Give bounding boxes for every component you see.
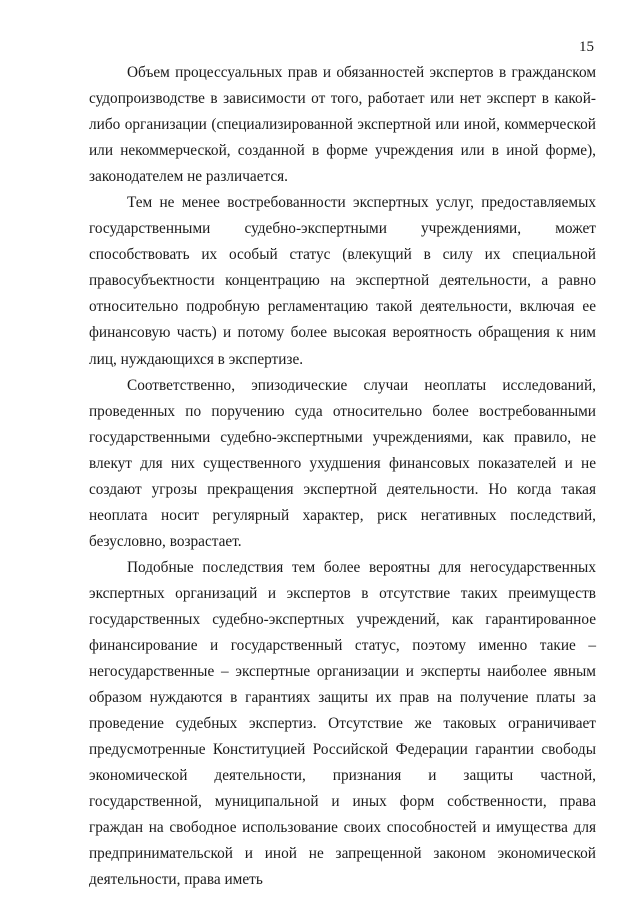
- paragraph-1: Объем процессуальных прав и обязанностей экспертов в гражданском судопроизводстве в зависимости от того, работает или нет эксперт в какой-либо организации (специализированной экспертной или иной, коммерческой или некоммерческой, созданной в форме учреждения или в иной форме), законодателем не различается.: [89, 64, 596, 186]
- paragraph-3: Соответственно, эпизодические случаи неоплаты исследований, проведенных по поручению суда относительно более востребованными государственными судебно-экспертными учреждениями, как правило, не влекут для них существенного ухудшения финансовых показателей и не создают угрозы прекращения экспертной деятельности. Но когда такая неоплата носит регулярный характер, риск негативных последствий, безусловно, возрастает.: [89, 376, 596, 550]
- document-body: [89, 60, 596, 894]
- page-number: 15: [579, 39, 594, 55]
- paragraph-4: Подобные последствия тем более вероятны для негосударственных экспертных организаций и экспертов в отсутствие таких преимуществ государственных судебно-экспертных учреждений, как гарантированное финансирование и государственный статус, поэтому именно такие – негосударственные – экспертные организации и эксперты наиболее явным образом нуждаются в гарантиях защиты их прав на получение платы за проведение судебных экспертиз. Отсутствие же таковых ограничивает предусмотренные Конституцией Российской Федерации гарантии свободы экономической деятельности, признания и защиты частной, государственной, муниципальной и иных форм собственности, права граждан на свободное использование своих способностей и имущества для предпринимательской и иной не запрещенной законом экономической деятельности, права иметь: [89, 558, 596, 889]
- paragraph-2: Тем не менее востребованности экспертных услуг, предоставляемых государственными судебно-экспертными учреждениями, может способствовать их особый статус (влекущий в силу их специальной правосубъектности концентрацию на экспертной деятельности, а равно относительно подробную регламентацию такой деятельности, включая ее финансовую часть) и потому более высокая вероятность обращения к ним лиц, нуждающихся в экспертизе.: [89, 194, 596, 368]
